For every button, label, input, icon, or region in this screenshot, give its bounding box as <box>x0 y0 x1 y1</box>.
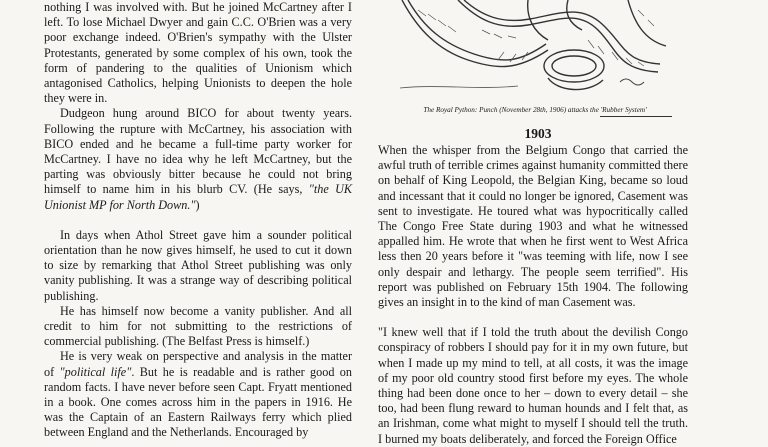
left-paragraph-2 <box>44 106 352 212</box>
left-paragraph-2-end: ) <box>195 197 200 212</box>
left-paragraph-5-text-b: . But he is readable and is rather good on random facts. I have never before seen Capt. Fryatt mentioned in a book. One comes across him in the papers in 1916. He was the Captain of an Eastern Railways ferry which plied between England and the Netherlands. Encouraged by <box>44 364 352 440</box>
left-column <box>44 0 352 441</box>
left-paragraph-1: nothing I was involved with. But he joined McCartney after I left. To lose Michael Dwyer and gain C.C. O'Brien was a very poor exchange indeed. O'Brien's sympathy with the Ulster Protestants, generated by some complex of his own, took the form of pandering to the qualities of Unionism which antagonised Catholics, helping Unionists to deepen the hole they were in. <box>44 0 352 106</box>
left-paragraph-3: In days when Athol Street gave him a sounder political orientation than he now gives himself, he used to cut it down to size by remarking that Athol Street publishing was only vanity publishing. It was a strange way of describing political publishing. <box>44 227 352 303</box>
left-paragraph-5-text-a: He is very weak on perspective and analysis in the matter of <box>44 349 352 379</box>
left-paragraph-5 <box>44 349 352 440</box>
python-cartoon-illustration <box>398 0 670 96</box>
right-paragraph-2-quote: "I knew well that if I told the truth about the devilish Congo conspiracy of robbers I should pay for it in my own future, but when I made up my mind to tell, at all costs, it was the image of my poor old country stood first before my eyes. The whole thing had been done once to her – down to every detail – she too, had been flung reward to human hounds and I felt that, as an Irishman, come what might to myself I should tell the truth. I burned my boats deliberately, and forced the Foreign Office <box>378 325 688 446</box>
left-paragraph-4: He has himself now become a vanity publisher. And all credit to him for not submitting to the restrictions of commercial publishing. (The Belfast Press is himself.) <box>44 303 352 349</box>
left-paragraph-5-italic: "political life" <box>59 364 132 379</box>
left-paragraph-2-italic: "the UK Unionist MP for North Down." <box>44 182 353 212</box>
right-paragraph-1: When the whisper from the Belgium Congo that carried the awful truth of terrible crimes against humanity committed there on behalf of King Leopold, the Belgian King, became so loud and incessant that it could no longer be ignored, Casement was sent to investigate. He toured what was hypocritically called The Congo Free State during 1903 and what he witnessed appalled him. He wrote that when he first went to West Africa less then 20 years before it "was teeming with life, now I see only despair and lethargy. The people seem terrified". His report was published on February 15th 1904. The following gives an insight in to the kind of man Casement was. <box>378 143 689 310</box>
right-column <box>378 143 688 447</box>
section-heading-1903: 1903 <box>524 126 552 141</box>
left-paragraph-2-text: Dudgeon hung around BICO for about twenty years. Following the rupture with McCartney, his association with BICO ended and he became a full-time party worker for McCartney. I have no idea why he left McCartney, but the parting was obviously bitter because he could not bring himself to name him in his blurb CV. (He says, <box>44 106 352 197</box>
caption-underline <box>600 116 672 117</box>
cartoon-caption: The Royal Python: Punch (November 28th, 1906) attacks the 'Rubber System' <box>423 106 647 114</box>
